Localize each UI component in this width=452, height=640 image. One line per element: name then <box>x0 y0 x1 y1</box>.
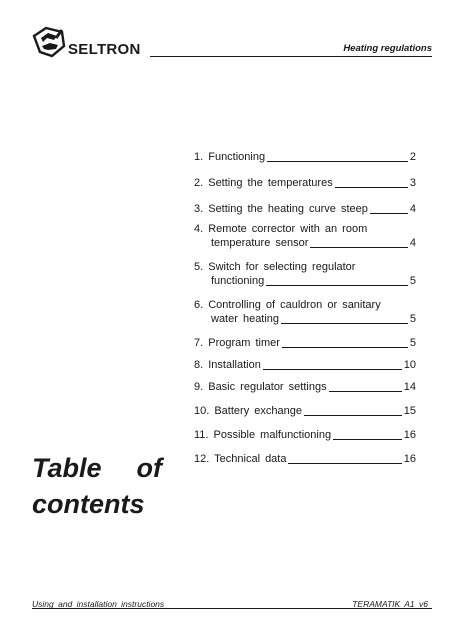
toc-leader <box>263 369 402 370</box>
page-header <box>32 22 432 62</box>
toc-leader <box>304 415 402 416</box>
toc-page-number: 2 <box>409 151 416 163</box>
toc-page-number: 14 <box>403 381 416 393</box>
toc-page-number: 16 <box>403 453 416 465</box>
toc-entry-text: 10. Battery exchange <box>194 405 302 417</box>
toc-entry-text: 9. Basic regulator settings <box>194 381 327 393</box>
toc-leader <box>310 247 407 248</box>
toc-page-number: 3 <box>409 177 416 189</box>
toc-entry[interactable] <box>194 176 416 190</box>
toc-leader <box>329 391 402 392</box>
toc-page-number: 15 <box>403 405 416 417</box>
toc-entry-text: 2. Setting the temperatures <box>194 177 333 189</box>
toc-entry-text: 5. Switch for selecting regulator <box>194 261 356 273</box>
toc-page-number: 5 <box>409 337 416 349</box>
seltron-logo-icon <box>32 26 66 58</box>
toc-entry-text: 6. Controlling of cauldron or sanitary <box>194 299 381 311</box>
footer-right-text: TERAMATIK A1 v6 <box>352 599 428 609</box>
toc-page-number: 5 <box>409 275 416 287</box>
toc-entry-text: 4. Remote corrector with an room <box>194 223 368 235</box>
toc-entry-text: 8. Installation <box>194 359 261 371</box>
toc-page-number: 16 <box>403 429 416 441</box>
page-title-word-of: of <box>136 453 162 483</box>
toc-page-number: 10 <box>403 359 416 371</box>
toc-entry[interactable] <box>194 202 416 216</box>
toc-leader <box>335 187 408 188</box>
brand-name: SELTRON <box>68 41 141 58</box>
toc-entry[interactable] <box>194 404 416 418</box>
toc-entry[interactable] <box>194 380 416 394</box>
toc-leader <box>282 347 408 348</box>
footer-left-text: Using and installation instructions <box>32 599 165 609</box>
toc-entry[interactable] <box>194 150 416 164</box>
toc-page-number: 4 <box>409 237 416 249</box>
toc-leader <box>281 323 408 324</box>
toc-entry[interactable] <box>194 260 416 288</box>
toc-entry-text: temperature sensor <box>211 237 309 249</box>
header-rule <box>150 56 432 57</box>
toc-entry[interactable] <box>194 336 416 350</box>
toc-entry-text: 12. Technical data <box>194 453 287 465</box>
toc-entry[interactable] <box>194 358 416 372</box>
toc-leader <box>333 439 402 440</box>
page-title-word-table: Table <box>32 453 102 483</box>
header-title: Heating regulations <box>343 43 432 54</box>
toc-entry[interactable] <box>194 222 416 250</box>
toc-entry-text: functioning <box>211 275 265 287</box>
toc-page-number: 5 <box>409 313 416 325</box>
page-title-word-contents: contents <box>32 489 145 519</box>
toc-entry-text: 7. Program timer <box>194 337 280 349</box>
toc-leader <box>267 161 408 162</box>
toc-entry-text: 3. Setting the heating curve steep <box>194 203 368 215</box>
toc-entry-text: 11. Possible malfunctioning <box>194 429 332 441</box>
page-title <box>32 450 172 522</box>
brand-logo <box>32 26 141 58</box>
toc-page-number: 4 <box>409 203 416 215</box>
toc-entry[interactable] <box>194 298 416 326</box>
toc-entry-text: 1. Functioning <box>194 151 266 163</box>
toc-entry[interactable] <box>194 452 416 466</box>
toc-leader <box>288 463 401 464</box>
toc-entry-text: water heating <box>211 313 280 325</box>
toc-leader <box>266 285 408 286</box>
footer-rule <box>32 608 432 609</box>
toc-entry[interactable] <box>194 428 416 442</box>
toc-leader <box>370 213 408 214</box>
